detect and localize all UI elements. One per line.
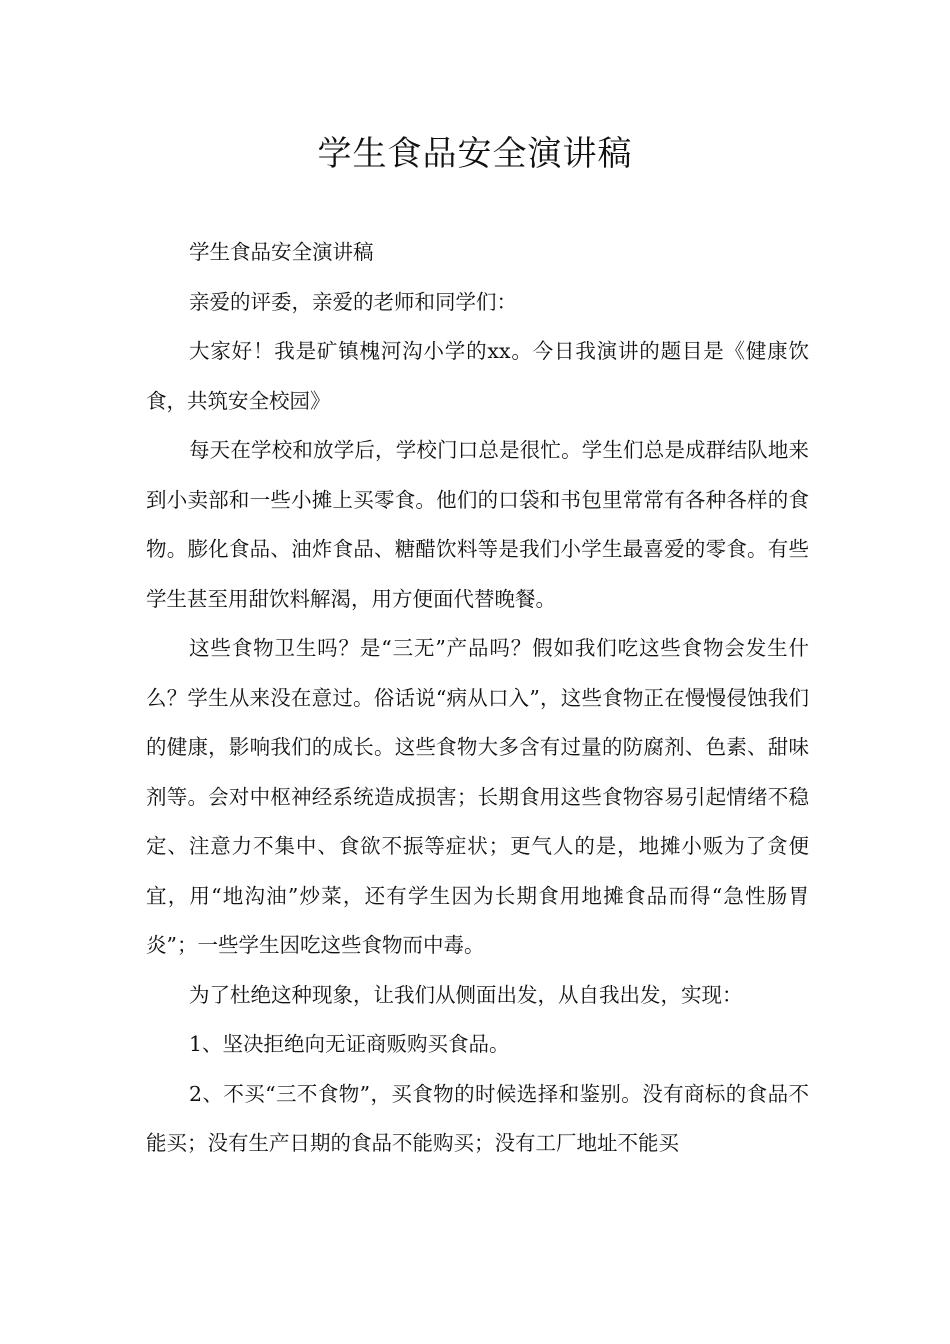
paragraph-salutation: 亲爱的评委，亲爱的老师和同学们： (189, 289, 517, 314)
paragraph-greeting: 大家好！我是矿镇槐河沟小学的xx。今日我演讲的题目是《健康饮食，共筑安全校园》 (146, 339, 809, 413)
paragraph-call-to-action: 为了杜绝这种现象，让我们从侧面出发，从自我出发，实现： (189, 982, 743, 1007)
paragraph-food-hazards: 这些食物卫生吗？是“三无”产品吗？假如我们吃这些食物会发生什么？学生从来没在意过。俗话说“病从口入”，这些食物正在慢慢侵蚀我们的健康，影响我们的成长。这些食物大多含有过量的防腐剂、色素、甜味剂等。会对中枢神经系统造成损害；长期食用这些食物容易引起情绪不稳定、注意力不集中、食欲不振等症状；更气人的是，地摊小贩为了贪便宜，用“地沟油”炒菜，还有学生因为长期食用地摊食品而得“急性肠胃炎”；一些学生因吃这些食物而中毒。 (146, 636, 809, 957)
paragraph-school-gate: 每天在学校和放学后，学校门口总是很忙。学生们总是成群结队地来到小卖部和一些小摊上买零食。他们的口袋和书包里常常有各种各样的食物。膨化食品、油炸食品、糖醋饮料等是我们小学生最喜爱的零食。有些学生甚至用甜饮料解渴，用方便面代替晚餐。 (146, 438, 809, 611)
document-body (146, 228, 809, 1169)
paragraph-point-1: 1、坚决拒绝向无证商贩购买食品。 (189, 1032, 510, 1056)
paragraph-subtitle: 学生食品安全演讲稿 (189, 240, 374, 264)
paragraph-point-2: 2、不买“三不食物”，买食物的时候选择和鉴别。没有商标的食品不能买；没有生产日期的食品不能购买；没有工厂地址不能买 (146, 1081, 809, 1155)
document-title: 学生食品安全演讲稿 (317, 134, 633, 174)
